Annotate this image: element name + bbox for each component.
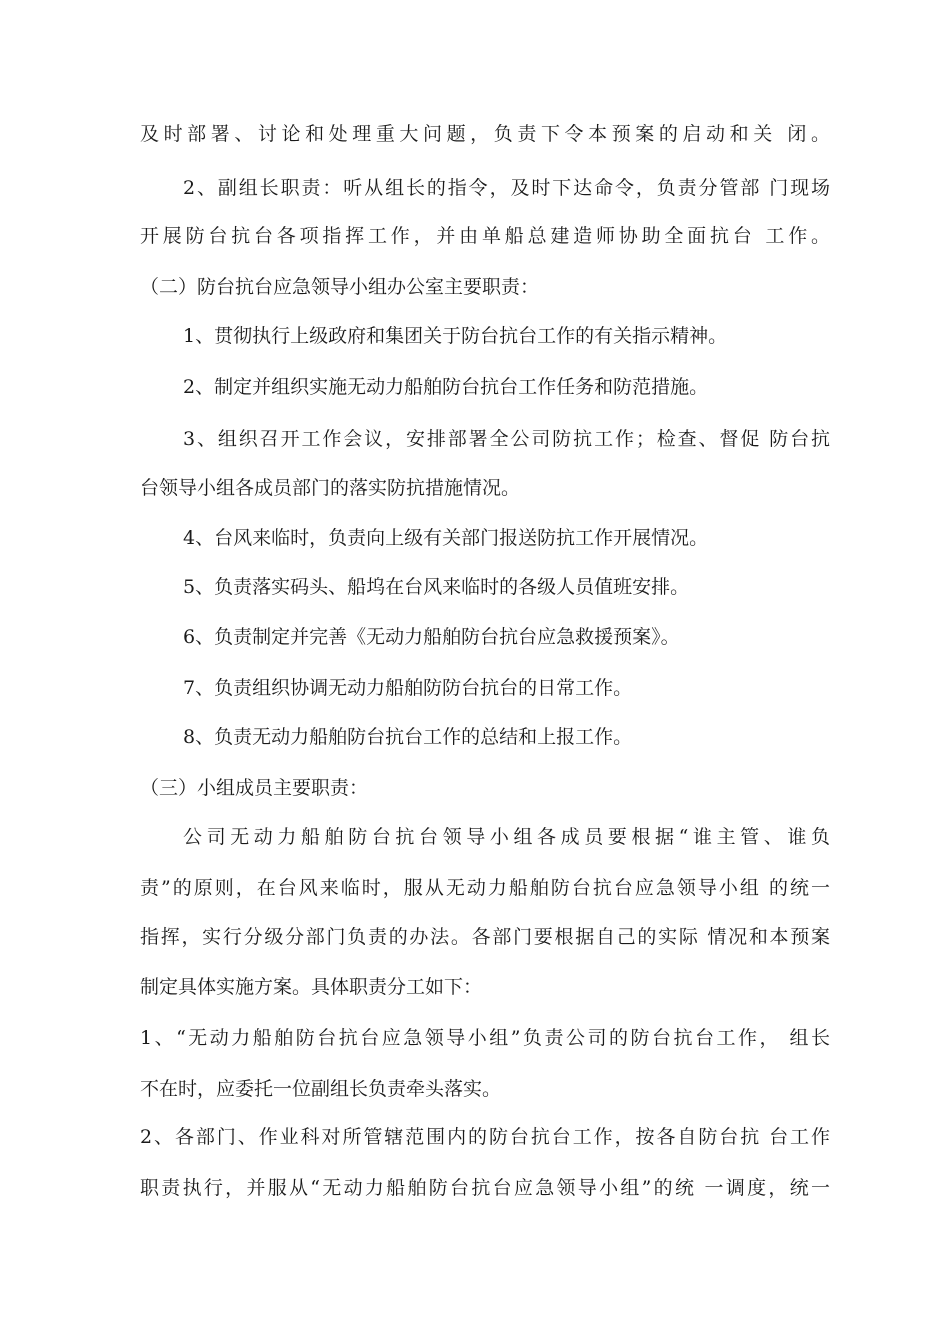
text-line-21: 2、各部门、作业科对所管辖范围内的防台抗台工作，按各自防台抗 台工作 — [140, 1126, 830, 1148]
text-line-6: 2、制定并组织实施无动力船舶防台抗台工作任务和防范措施。 — [183, 376, 709, 398]
text-line-18: 制定具体实施方案。具体职责分工如下： — [140, 976, 483, 998]
text-line-3: 开展防台抗台各项指挥工作，并由单船总建造师协助全面抗台 工作。 — [140, 225, 830, 247]
section-heading-3: （三）小组成员主要职责： — [140, 777, 369, 799]
text-line-2: 2、副组长职责：听从组长的指令，及时下达命令，负责分管部 门现场 — [183, 177, 830, 199]
text-line-22: 职责执行，并服从“无动力船舶防台抗台应急领导小组”的统 一调度，统一 — [140, 1177, 830, 1199]
text-line-5: 1、贯彻执行上级政府和集团关于防台抗台工作的有关指示精神。 — [183, 325, 728, 347]
text-line-8: 台领导小组各成员部门的落实防抗措施情况。 — [140, 477, 521, 499]
text-line-20: 不在时，应委托一位副组长负责牵头落实。 — [140, 1078, 502, 1100]
text-line-10: 5、负责落实码头、船坞在台风来临时的各级人员值班安排。 — [183, 576, 690, 598]
text-line-1: 及时部署、讨论和处理重大问题，负责下令本预案的启动和关 闭。 — [140, 123, 830, 145]
text-line-12: 7、负责组织协调无动力船舶防防台抗台的日常工作。 — [183, 677, 633, 699]
text-line-19: 1、“无动力船舶防台抗台应急领导小组”负责公司的防台抗台工作， 组长 — [140, 1027, 830, 1049]
text-line-15: 公司无动力船舶防台抗台领导小组各成员要根据“谁主管、谁负 — [183, 826, 830, 848]
section-heading-2: （二）防台抗台应急领导小组办公室主要职责： — [140, 276, 540, 298]
text-line-16: 责”的原则，在台风来临时，服从无动力船舶防台抗台应急领导小组 的统一 — [140, 877, 830, 899]
text-line-11: 6、负责制定并完善《无动力船舶防台抗台应急救援预案》。 — [183, 626, 680, 648]
text-line-7: 3、组织召开工作会议，安排部署全公司防抗工作；检查、督促 防台抗 — [183, 428, 830, 450]
text-line-9: 4、台风来临时，负责向上级有关部门报送防抗工作开展情况。 — [183, 527, 709, 549]
text-line-13: 8、负责无动力船舶防台抗台工作的总结和上报工作。 — [183, 726, 633, 748]
text-line-17: 指挥，实行分级分部门负责的办法。各部门要根据自己的实际 情况和本预案 — [140, 926, 830, 948]
